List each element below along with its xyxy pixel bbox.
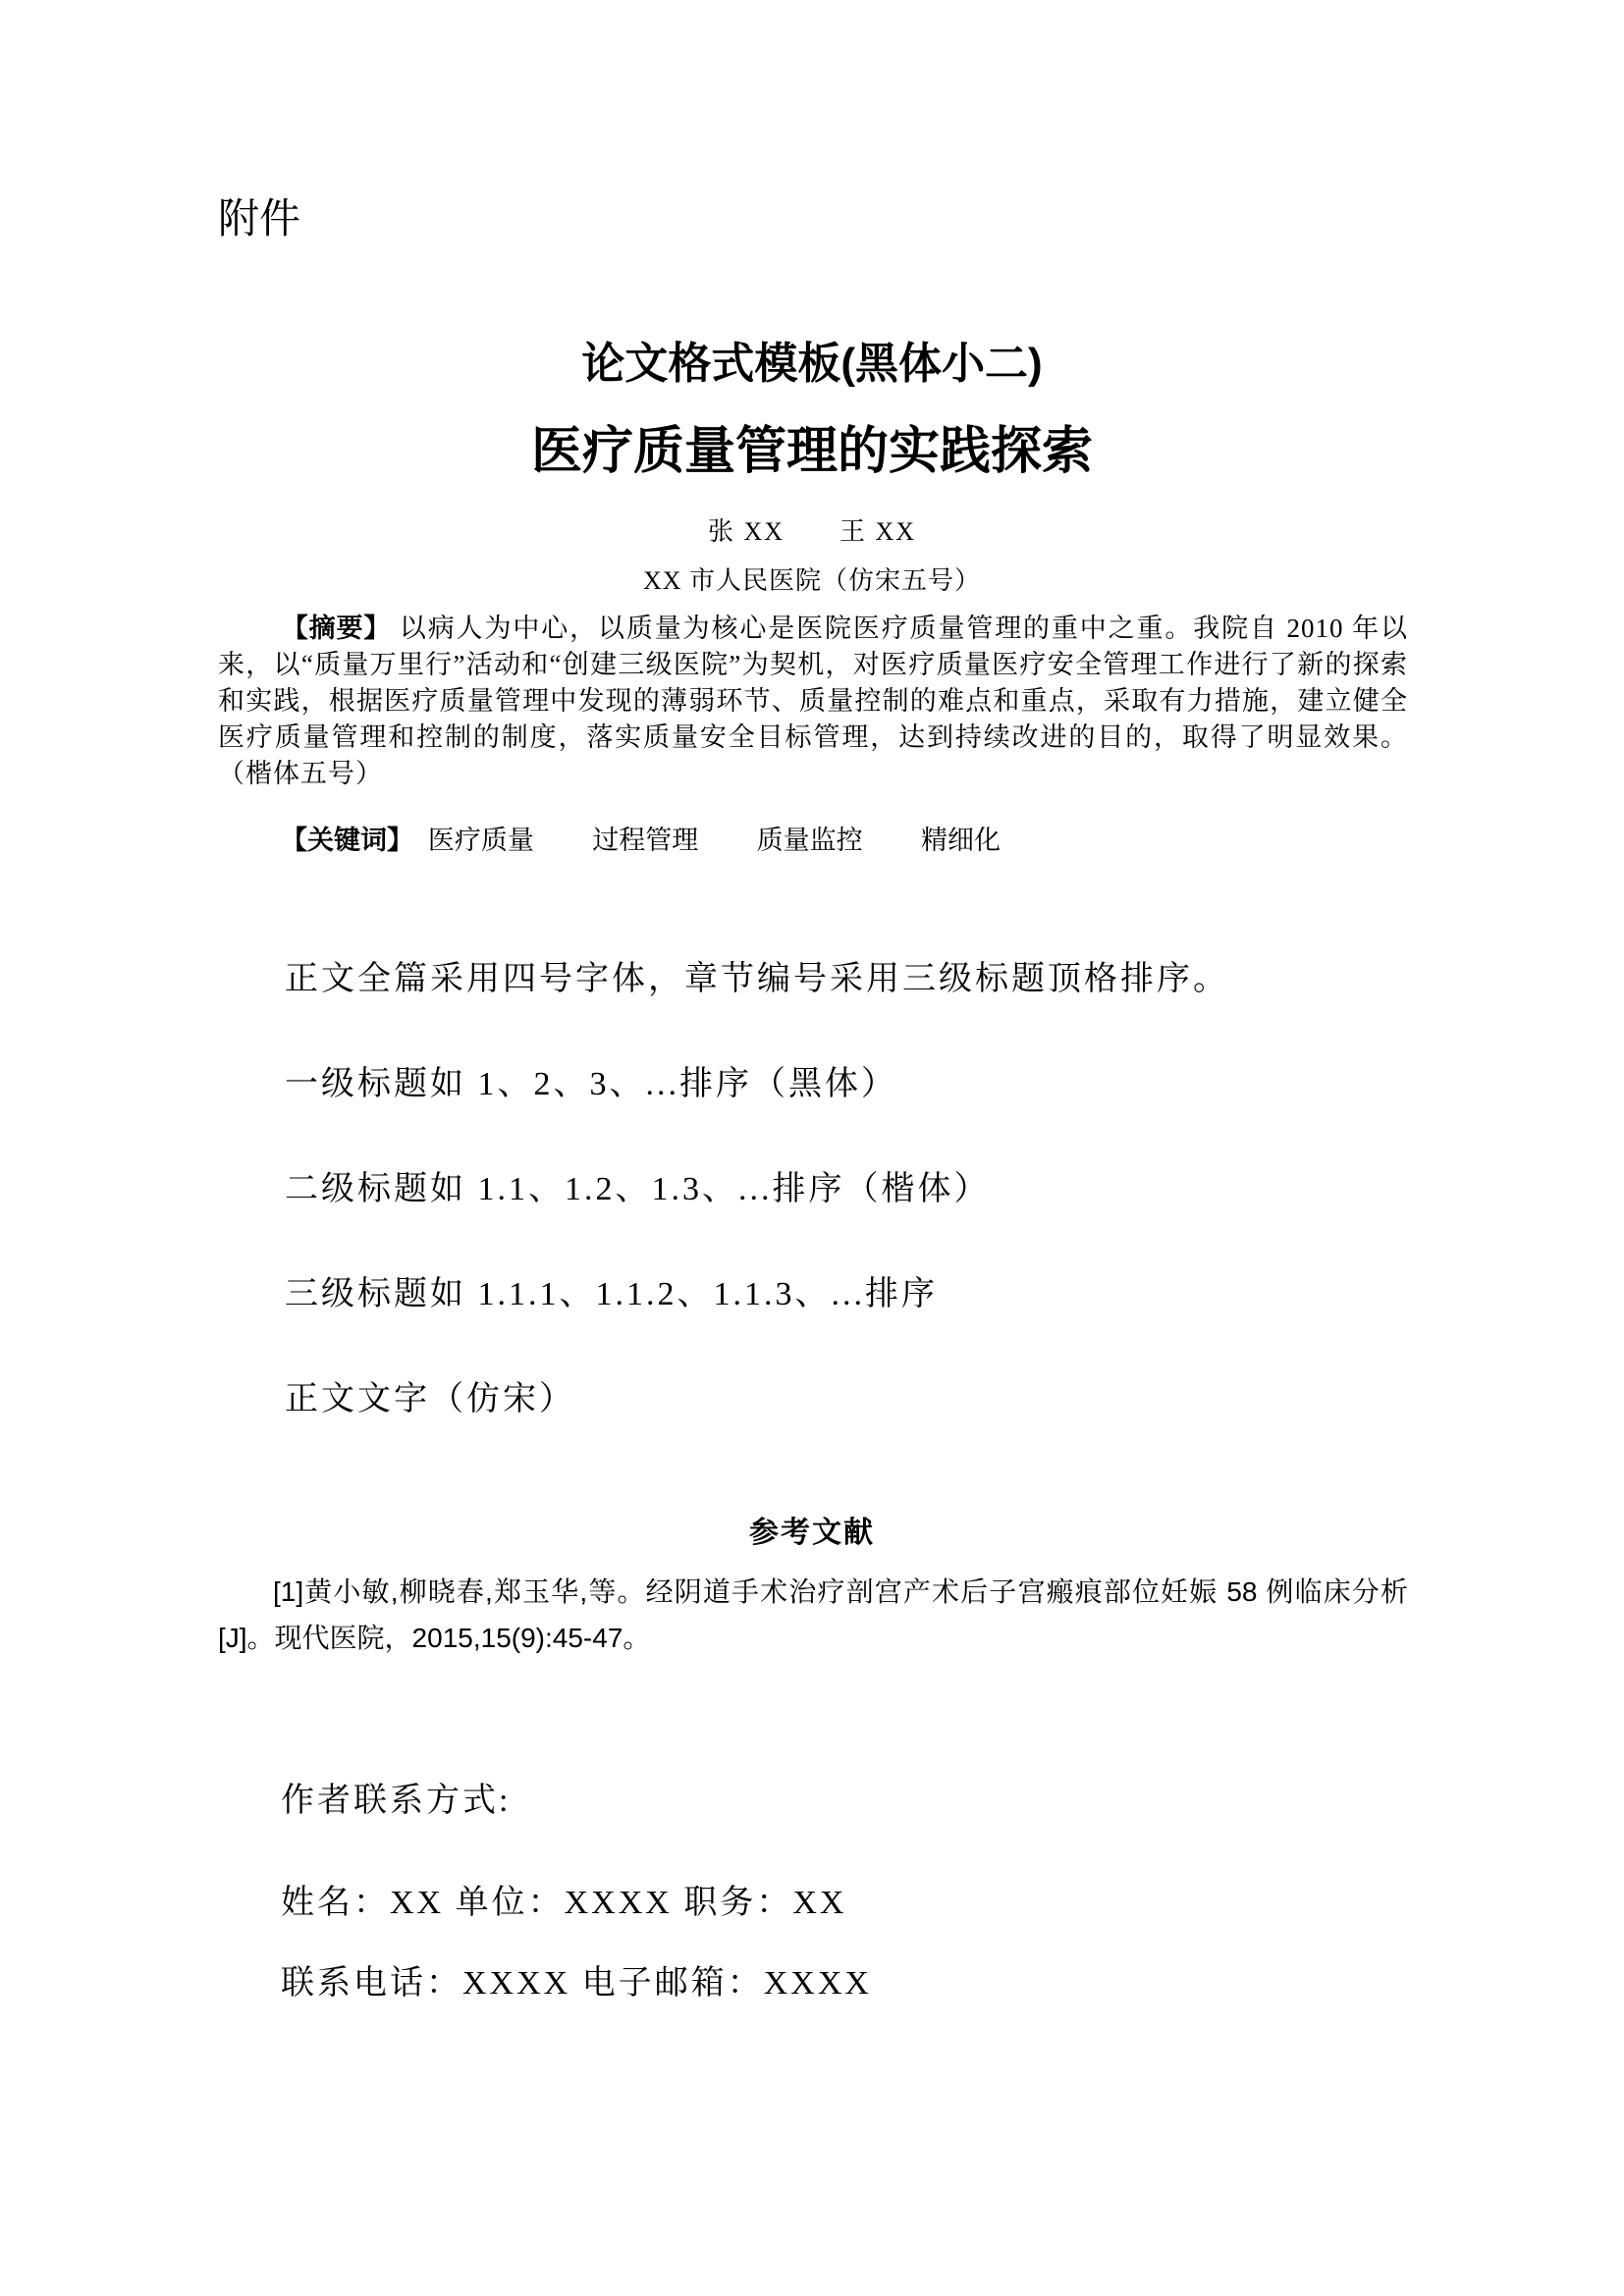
abstract-paragraph <box>218 611 1408 792</box>
keywords-line <box>218 823 1408 859</box>
keyword-item: 医疗质量 <box>427 826 534 855</box>
body-section <box>218 957 1408 1482</box>
contact-name-unit-line: 姓名：XX 单位：XXXX 职务：XX <box>281 1885 847 1921</box>
reference-entry: [1]黄小敏,柳晓春,郑玉华,等。经阴道手术治疗剖宫产术后子宫瘢痕部位妊娠 58 例临床分析[J]。现代医院，2015,15(9):45-47。 <box>218 1576 1408 1653</box>
affiliation-line: XX 市人民医院（仿宋五号） <box>642 566 982 595</box>
references-heading: 参考文献 <box>749 1517 875 1549</box>
paper-main-title: 医疗质量管理的实践探索 <box>530 423 1093 480</box>
body-paragraph: 三级标题如 1.1.1、1.1.2、1.1.3、...排序 <box>285 1276 938 1312</box>
body-paragraph: 正文全篇采用四号字体，章节编号采用三级标题顶格排序。 <box>285 961 1229 997</box>
body-paragraph: 正文文字（仿宋） <box>285 1381 575 1417</box>
abstract-text: 以病人为中心，以质量为核心是医院医疗质量管理的重中之重。我院自 2010 年以来，以“质量万里行”活动和“创建三级医院”为契机，对医疗质量医疗安全管理工作进行了新的探索和实践，根据医疗质量管理中发现的薄弱环节、质量控制的难点和重点，采取有力措施，建立健全医疗质量管理和控制的制度，落实质量安全目标管理，达到持续改进的目的，取得了明显效果。（楷体五号） <box>218 614 1409 788</box>
keyword-item: 精细化 <box>921 826 1001 855</box>
body-paragraph: 二级标题如 1.1、1.2、1.3、...排序（楷体） <box>285 1171 991 1207</box>
contact-phone-email-line: 联系电话：XXXX 电子邮箱：XXXX <box>281 1965 872 2002</box>
attachment-label: 附件 <box>218 197 301 242</box>
authors-line: 张 XX 王 XX <box>707 517 917 546</box>
abstract-label: 【摘要】 <box>281 614 392 643</box>
contact-heading: 作者联系方式: <box>281 1783 512 1819</box>
keyword-item: 过程管理 <box>592 826 699 855</box>
keywords-label: 【关键词】 <box>281 826 413 855</box>
keyword-item: 质量监控 <box>756 826 863 855</box>
body-paragraph: 一级标题如 1、2、3、...排序（黑体） <box>285 1066 897 1102</box>
template-format-title: 论文格式模板(黑体小二) <box>581 340 1043 388</box>
